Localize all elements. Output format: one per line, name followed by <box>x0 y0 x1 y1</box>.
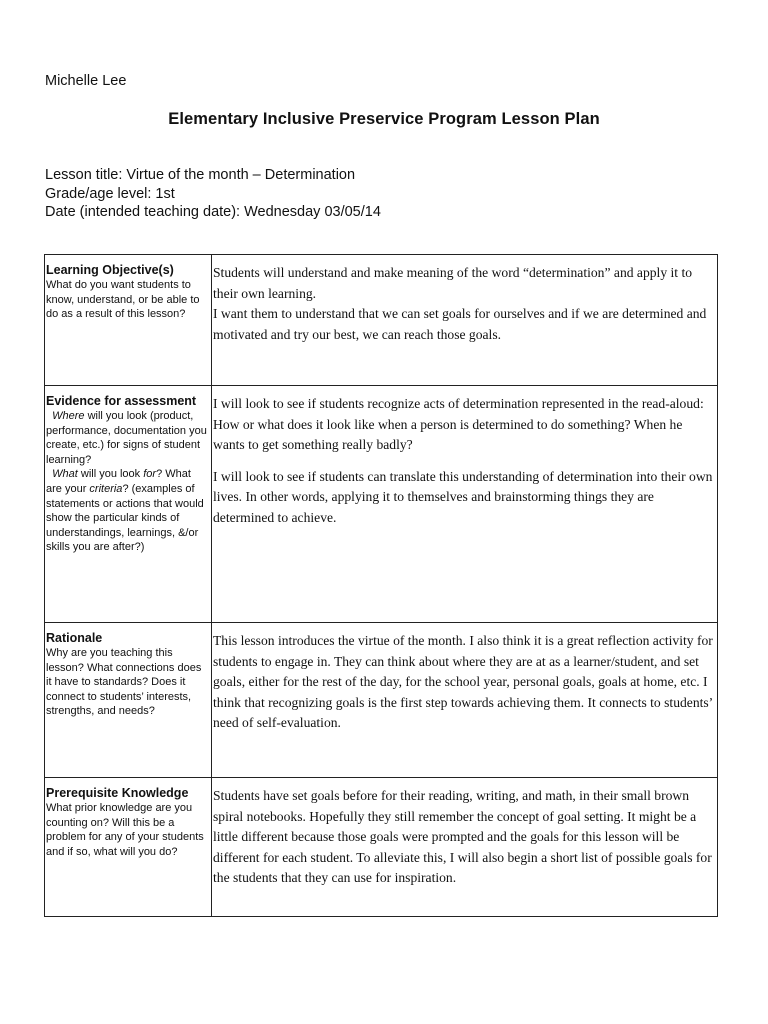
desc-part: ? (examples of statements or actions that would show the particular kinds of understandings, learnings, &/or skills you are after?) <box>46 482 204 554</box>
row-label-cell <box>45 623 212 778</box>
row-content-text: I will look to see if students can translate this understanding of determination into their own lives. In other words, applying it to themselves and brainstorming things they are determined to achieve. <box>213 468 713 525</box>
emphasis-for: for <box>143 468 157 481</box>
row-heading: Rationale <box>46 631 103 645</box>
row-content-text: Students have set goals before for their reading, writing, and math, in their small brown spiral notebooks. Hopefully they still remember the concept of goal setting. It might be a little different because those goals were prompted and the goals for this lesson will be different for each student. To alleviate this, I will also begin a short list of possible goals for the students that they can use for inspiration. <box>213 788 712 885</box>
row-heading: Learning Objective(s) <box>46 263 174 277</box>
row-label-cell <box>45 386 212 623</box>
table-row <box>45 255 718 386</box>
row-content-text: I will look to see if students recognize acts of determination represented in the read-aloud: How or what does it look like when a person is determined to do something? When he wants to get something really badly? <box>213 396 704 452</box>
row-description: Why are you teaching this lesson? What connections does it have to standards? Does it connect to students’ interests, strengths, and needs? <box>46 647 202 718</box>
emphasis-criteria: criteria <box>89 482 123 495</box>
row-description <box>46 409 209 555</box>
row-content-cell <box>212 386 718 623</box>
row-content-text: Students will understand and make meaning of the word “determination” and apply it to their own learning. <box>213 265 693 301</box>
table-row <box>45 623 718 778</box>
desc-part: will you look (product, performance, documentation you create, etc.) for signs of student learning? <box>46 410 207 466</box>
desc-part: will you look <box>77 468 144 481</box>
row-content-cell <box>212 623 718 778</box>
teaching-date: Date (intended teaching date): Wednesday 03/05/14 <box>45 204 381 220</box>
table-row <box>45 386 718 623</box>
document-title: Elementary Inclusive Preservice Program Lesson Plan <box>168 110 600 128</box>
grade-level: Grade/age level: 1st <box>45 185 175 202</box>
row-heading: Evidence for assessment <box>46 394 197 408</box>
lesson-meta <box>45 166 381 222</box>
row-heading: Prerequisite Knowledge <box>46 786 189 800</box>
lesson-title: Lesson title: Virtue of the month – Determination <box>45 167 356 183</box>
row-label-cell <box>45 255 212 386</box>
emphasis-where: Where <box>52 410 85 422</box>
row-description: What do you want students to know, understand, or be able to do as a result of this lesson? <box>46 279 200 321</box>
row-content-text: I want them to understand that we can set goals for ourselves and if we are determined and motivated and try our best, we can reach those goals. <box>213 306 707 342</box>
row-content-text: This lesson introduces the virtue of the month. I also think it is a great reflection activity for students to engage in. They can think about where they are at as a learner/student, and set goals, either for the rest of the day, for the school year, personal goals, goals at home, etc. I think that recognizing goals is the first step towards achieving them. It connects to students’ need of self-evaluation. <box>213 633 713 730</box>
desc-part: ? What are your <box>46 468 191 495</box>
lesson-plan-table <box>44 254 718 917</box>
table-row <box>45 778 718 917</box>
row-content-cell <box>212 255 718 386</box>
emphasis-what: What <box>52 468 78 481</box>
row-label-cell <box>45 778 212 917</box>
row-description: What prior knowledge are you counting on? Will this be a problem for any of your students and if so, what will you do? <box>46 802 204 858</box>
author-name: Michelle Lee <box>45 73 127 89</box>
row-content-cell <box>212 778 718 917</box>
